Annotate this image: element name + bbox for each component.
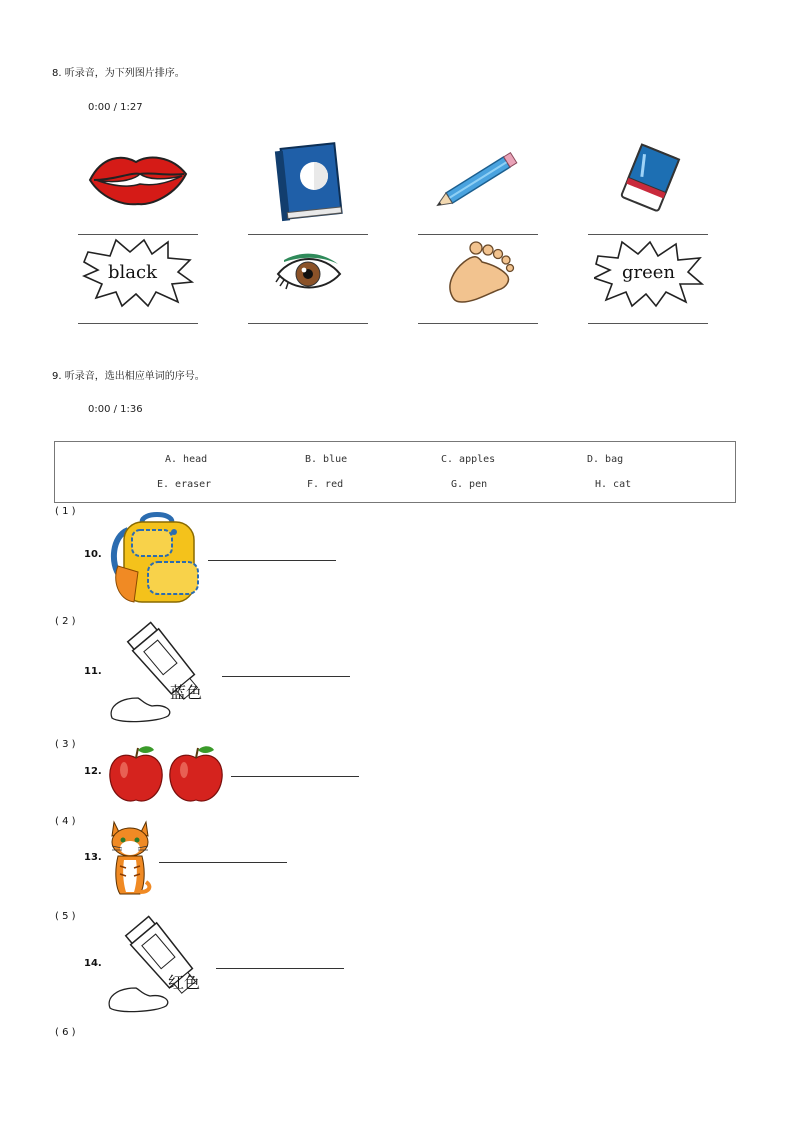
paint-tube-icon — [108, 620, 218, 724]
option-h: H. cat — [595, 479, 632, 490]
question-number: 14. — [84, 958, 102, 969]
item-paren: ( 5 ) — [55, 911, 76, 922]
eraser-icon — [612, 142, 688, 214]
pencil-icon — [430, 150, 526, 210]
question-number: 11. — [84, 666, 102, 677]
foot-icon — [444, 240, 516, 306]
question-number: 10. — [84, 549, 102, 560]
lips-icon — [86, 150, 190, 210]
item-paren: ( 2 ) — [55, 616, 76, 627]
answer-line[interactable] — [208, 560, 336, 561]
answer-line[interactable] — [418, 323, 538, 324]
answer-line[interactable] — [248, 323, 368, 324]
answer-line[interactable] — [231, 776, 359, 777]
option-f: F. red — [307, 479, 344, 490]
question-number: 12. — [84, 766, 102, 777]
options-box — [54, 441, 736, 503]
item-paren: ( 1 ) — [55, 506, 76, 517]
item-paren: ( 3 ) — [55, 739, 76, 750]
burst-word-green: green — [622, 262, 676, 283]
color-label: 红色 — [168, 973, 201, 992]
color-label: 蓝色 — [170, 683, 203, 702]
answer-line[interactable] — [216, 968, 344, 969]
item-paren: ( 6 ) — [55, 1027, 76, 1038]
eye-icon — [274, 252, 344, 296]
backpack-icon — [108, 510, 206, 604]
apples-icon — [108, 742, 228, 804]
item-paren: ( 4 ) — [55, 816, 76, 827]
book-icon — [270, 140, 344, 222]
q8-audio-timer[interactable]: 0:00 / 1:27 — [88, 102, 143, 113]
question-number: 13. — [84, 852, 102, 863]
option-a: A. head — [165, 454, 208, 465]
q9-title: 9. 听录音，选出相应单词的序号。 — [52, 371, 205, 382]
answer-line[interactable] — [222, 676, 350, 677]
paint-tube-red — [106, 914, 216, 1018]
option-e: E. eraser — [157, 479, 212, 490]
answer-line[interactable] — [588, 234, 708, 235]
burst-word-black: black — [108, 262, 157, 283]
answer-line[interactable] — [78, 323, 198, 324]
green-burst-card — [594, 238, 704, 308]
q8-title: 8. 听录音，为下列图片排序。 — [52, 68, 185, 79]
q9-audio-timer[interactable]: 0:00 / 1:36 — [88, 404, 143, 415]
paint-tube-blue — [108, 620, 218, 724]
paint-tube-icon — [106, 914, 216, 1018]
cat-icon — [106, 818, 154, 900]
answer-line[interactable] — [588, 323, 708, 324]
answer-line[interactable] — [78, 234, 198, 235]
black-burst-card — [82, 238, 194, 308]
answer-line[interactable] — [418, 234, 538, 235]
option-g: G. pen — [451, 479, 488, 490]
answer-line[interactable] — [159, 862, 287, 863]
option-b: B. blue — [305, 454, 348, 465]
answer-line[interactable] — [248, 234, 368, 235]
option-c: C. apples — [441, 454, 496, 465]
option-d: D. bag — [587, 454, 624, 465]
